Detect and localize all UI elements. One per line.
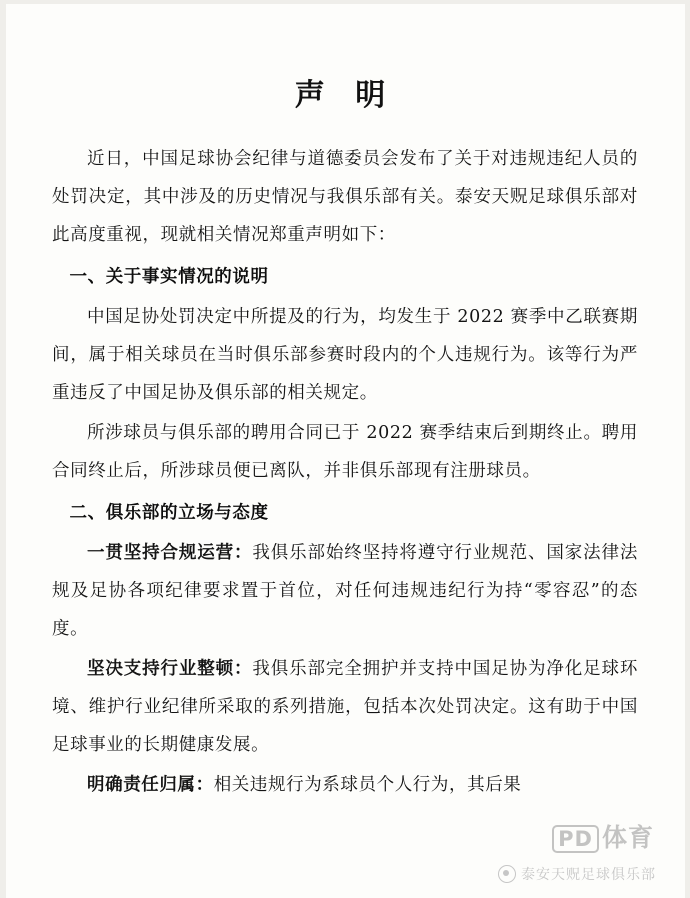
paragraph-position-3-lead: 明确责任归属： (87, 775, 214, 795)
paragraph-position-3-body: 相关违规行为系球员个人行为，其后果 (213, 775, 522, 795)
weibo-eye-icon (498, 865, 516, 883)
paragraph-facts-1: 中国足协处罚决定中所提及的行为，均发生于 2022 赛季中乙联赛期间，属于相关球员在当时俱乐部参赛时段内的个人违规行为。该等行为严重违反了中国足协及俱乐部的相关规定。 (52, 307, 638, 403)
paragraph-position-2-body: 我俱乐部完全拥护并支持中国足协为净化足球环境、维护行业纪律所采取的系列措施，包括本次处罚决定。这有助于中国足球事业的长期健康发展。 (52, 659, 638, 755)
page-title: 声 明 (294, 78, 396, 113)
paragraph-position-2-lead: 坚决支持行业整顿： (87, 659, 253, 679)
paragraph-position-2 (52, 650, 638, 764)
weibo-account-name: 泰安天贶足球俱乐部 (521, 867, 656, 883)
watermark-brand (552, 818, 654, 854)
paragraph-intro: 近日，中国足球协会纪律与道德委员会发布了关于对违规违纪人员的处罚决定，其中涉及的历史情况与我俱乐部有关。泰安天贶足球俱乐部对此高度重视，现就相关情况郑重声明如下： (52, 149, 638, 245)
brand-text: 体育 (601, 823, 654, 852)
page-edge-left (0, 0, 6, 898)
watermark-weibo (498, 864, 656, 884)
brand-mark-icon: PD (552, 825, 599, 853)
page-edge-right (685, 0, 690, 898)
paragraph-position-1-body: 我俱乐部始终坚持将遵守行业规范、国家法律法规及足协各项纪律要求置于首位，对任何违规违纪行为持“零容忍”的态度。 (52, 543, 638, 639)
section-heading-1: 一、关于事实情况的说明 (69, 267, 269, 287)
section-heading-2: 二、俱乐部的立场与态度 (69, 503, 269, 523)
paragraph-position-1 (52, 534, 638, 648)
paragraph-position-1-lead: 一贯坚持合规运营： (87, 543, 253, 563)
page-edge-top (0, 0, 690, 4)
paragraph-position-3 (52, 766, 638, 804)
paragraph-facts-2: 所涉球员与俱乐部的聘用合同已于 2022 赛季结束后到期终止。聘用合同终止后，所涉球员便已离队，并非俱乐部现有注册球员。 (52, 423, 638, 481)
